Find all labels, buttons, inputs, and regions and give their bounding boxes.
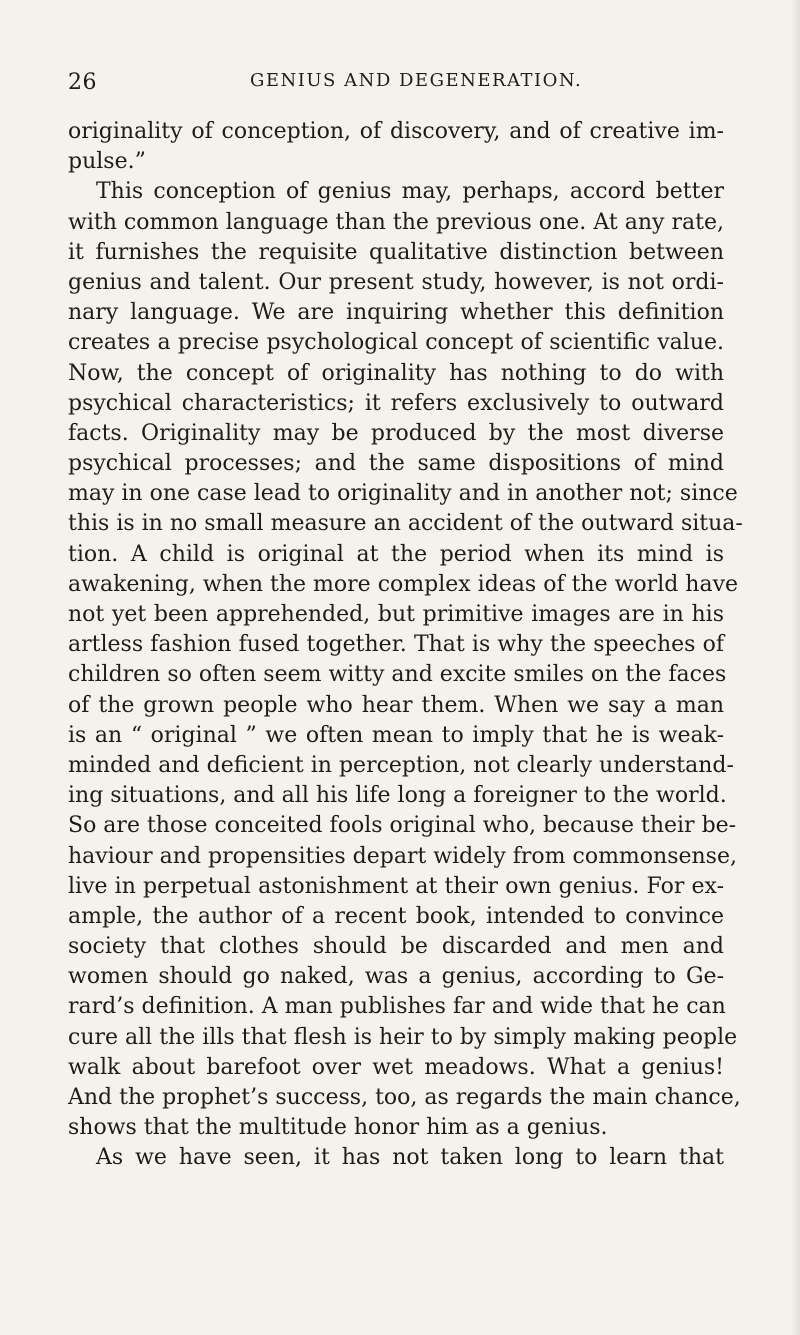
- text-line: haviour and propensities depart widely from commonsense,: [68, 843, 737, 869]
- text-line: creates a precise psychological concept of scientific value.: [68, 330, 724, 356]
- text-line: artless fashion fused together. That is why the speeches of: [68, 632, 724, 658]
- text-line: live in perpetual astonishment at their own genius. For ex-: [68, 873, 724, 899]
- text-line: ing situations, and all his life long a foreigner to the world.: [68, 783, 727, 809]
- text-line: it furnishes the requisite qualitative distinction between: [68, 239, 724, 265]
- text-line: psychical characteristics; it refers exclusively to outward: [68, 390, 724, 416]
- text-line: genius and talent. Our present study, however, is not ordi-: [68, 269, 724, 295]
- running-title: GENIUS AND DEGENERATION.: [250, 70, 583, 91]
- text-line: facts. Originality may be produced by the most diverse: [68, 420, 724, 446]
- text-line: of the grown people who hear them. When we say a man: [68, 692, 724, 718]
- text-line: society that clothes should be discarded and men and: [68, 934, 724, 960]
- text-line: nary language. We are inquiring whether this definition: [68, 300, 724, 326]
- text-line: with common language than the previous one. At any rate,: [68, 209, 724, 235]
- text-line: awakening, when the more complex ideas of the world have: [68, 571, 739, 597]
- text-line: is an “ original ” we often mean to imply that he is weak-: [68, 722, 724, 748]
- text-line: walk about barefoot over wet meadows. What a genius!: [68, 1054, 724, 1080]
- text-line: psychical processes; and the same dispositions of mind: [68, 451, 724, 477]
- running-head: [0, 66, 800, 98]
- text-line: not yet been apprehended, but primitive images are in his: [68, 602, 724, 627]
- body-text: [68, 117, 743, 1174]
- text-line: rard’s definition. A man publishes far and wide that he can: [68, 994, 726, 1020]
- text-line: cure all the ills that flesh is heir to by simply making people: [68, 1024, 738, 1050]
- text-line: As we have seen, it has not taken long to learn that: [96, 1145, 724, 1171]
- text-line: pulse.”: [68, 149, 146, 175]
- text-line: Now, the concept of originality has nothing to do with: [68, 360, 724, 386]
- text-line: women should go naked, was a genius, according to Ge-: [68, 964, 724, 990]
- text-line: And the prophet’s success, too, as regards the main chance,: [68, 1085, 741, 1110]
- page-edge-shadow: [790, 0, 800, 1335]
- text-line: children so often seem witty and excite smiles on the faces: [68, 662, 727, 688]
- text-line: may in one case lead to originality and in another not; since: [68, 481, 738, 507]
- text-line: This conception of genius may, perhaps, accord better: [96, 179, 724, 205]
- text-line: So are those conceited fools original who, because their be-: [68, 813, 737, 839]
- text-line: shows that the multitude honor him as a genius.: [68, 1115, 608, 1141]
- text-line: tion. A child is original at the period when its mind is: [68, 541, 724, 567]
- text-line: this is in no small measure an accident of the outward situa-: [68, 511, 743, 537]
- page-number: 26: [68, 70, 97, 95]
- text-line: minded and deficient in perception, not clearly understand-: [68, 752, 734, 778]
- text-line: originality of conception, of discovery, and of creative im-: [68, 119, 724, 144]
- text-line: ample, the author of a recent book, intended to convince: [68, 903, 724, 929]
